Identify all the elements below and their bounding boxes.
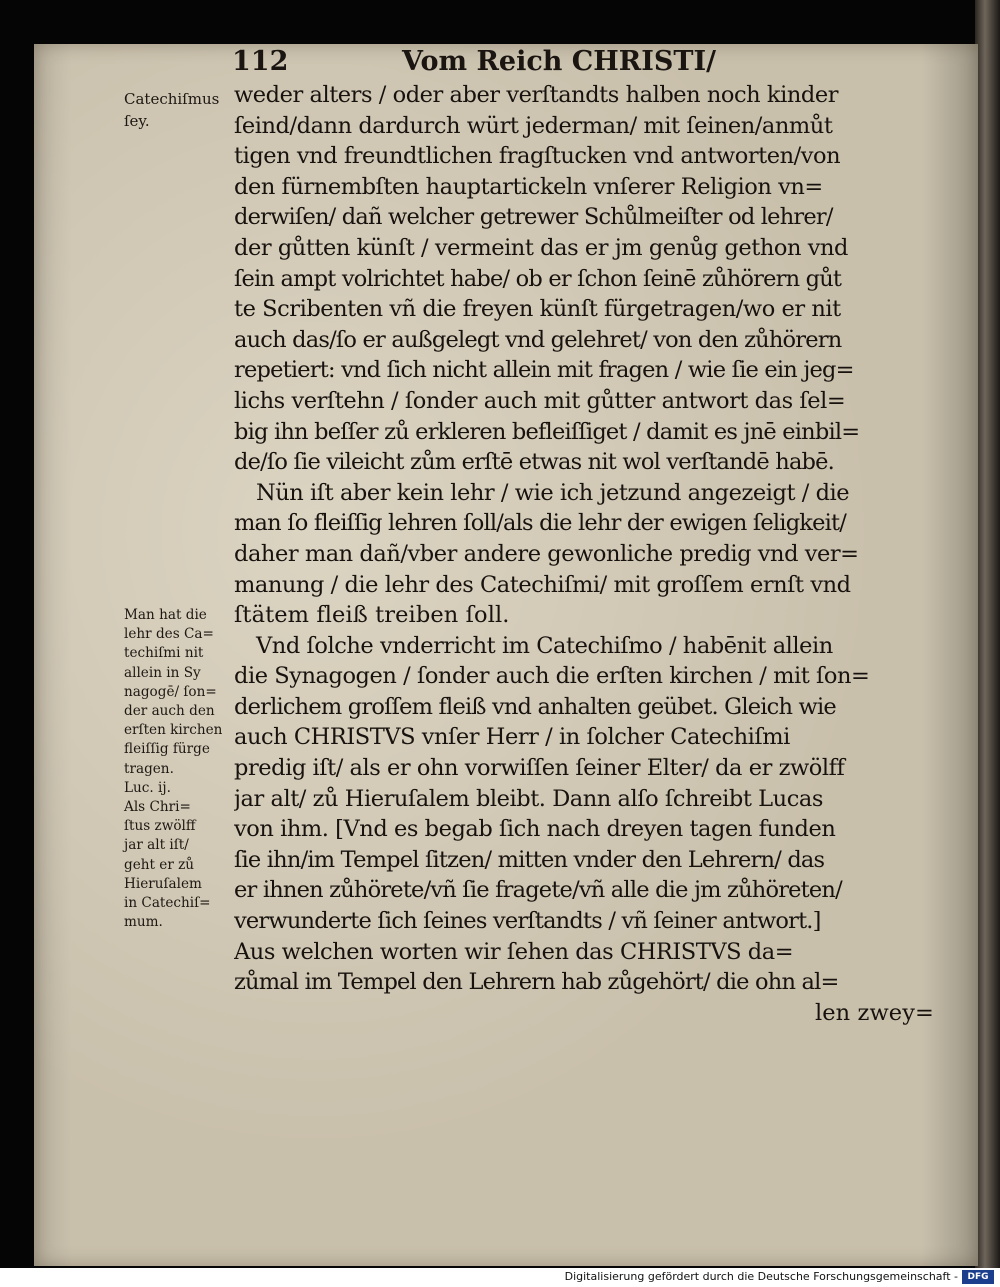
text-line: Nün iſt aber kein lehr / wie ich jetzund angezeigt / die	[256, 479, 850, 506]
marginal-line: jar alt iſt/	[124, 837, 189, 854]
marginal-line: geht er zů	[124, 856, 195, 873]
text-line: Aus welchen worten wir ſehen das CHRISTVS da=	[234, 938, 794, 965]
page-stack-edge	[975, 0, 1000, 1268]
marginal-line: ſey.	[124, 112, 150, 130]
text-line: weder alters / oder aber verſtandts halben noch kinder	[234, 82, 839, 108]
text-line: auch CHRISTVS vnſer Herr / in ſolcher Catechiſmi	[234, 724, 790, 751]
text-line: ſtätem fleiß treiben ſoll.	[234, 602, 510, 629]
text-line: man ſo fleiſſig lehren ſoll/als die lehr der ewigen ſeligkeit/	[234, 510, 847, 537]
text-line: derlichem groſſem fleiß vnd anhalten geübet. Gleich wie	[234, 693, 836, 720]
marginal-line: erſten kirchen	[124, 722, 223, 739]
text-line: daher man dañ/vber andere gewonliche predig vnd ver=	[234, 540, 859, 567]
text-line: jar alt/ zů Hieruſalem bleibt. Dann alſo ſchreibt Lucas	[234, 785, 823, 812]
marginal-line: der auch den	[124, 703, 215, 720]
marginal-line: in Catechiſ=	[124, 895, 211, 912]
marginal-note-catechismus	[124, 88, 234, 132]
page-header	[232, 46, 952, 82]
footer-bar	[0, 1268, 1000, 1287]
marginal-line: Luc. ij.	[124, 779, 171, 796]
text-line: ſie ihn/im Tempel ſitzen/ mitten vnder den Lehrern/ das	[234, 846, 825, 873]
marginal-line: Man hat die	[124, 607, 207, 623]
catchword: len zwey=	[814, 999, 934, 1026]
marginal-line: ſtus zwölff	[124, 818, 196, 835]
text-line: te Scribenten vñ die freyen künſt fürgetragen/wo er nit	[234, 296, 841, 323]
marginal-line: mum.	[124, 914, 163, 931]
text-line: verwunderte ſich ſeines verſtandts / vñ ſeiner antwort.]	[234, 908, 821, 935]
text-line: er ihnen zůhörete/vñ ſie fragete/vñ alle die jm zůhöreten/	[234, 877, 842, 904]
marginal-line: lehr des Ca=	[124, 626, 214, 643]
text-line: tigen vnd freundtlichen fragſtucken vnd antworten/von	[234, 143, 841, 170]
marginal-line: tragen.	[124, 760, 174, 777]
funding-notice: Digitalisierung gefördert durch die Deutsche Forschungsgemeinschaft -	[564, 1270, 958, 1283]
text-line: repetiert: vnd ſich nicht allein mit fragen / wie ſie ein jeg=	[234, 357, 854, 384]
text-line: Vnd ſolche vnderricht im Catechiſmo / habēnit allein	[256, 632, 833, 659]
text-line: der gůtten künſt / vermeint das er jm genůg gethon vnd	[234, 234, 848, 261]
marginal-line: Catechiſmus	[124, 90, 220, 108]
text-line: de/ſo ſie vileicht zům erſtē etwas nit wol verſtandē habē.	[234, 449, 835, 476]
page-number: 112	[232, 46, 289, 77]
text-line: predig iſt/ als er ohn vorwiſſen ſeiner Elter/ da er zwölff	[234, 755, 845, 782]
running-title: Vom Reich CHRISTI/	[402, 46, 716, 77]
text-line: ſein ampt volrichtet habe/ ob er ſchon ſeinē zůhörern gůt	[234, 265, 842, 292]
marginal-line: Als Chri=	[124, 799, 191, 816]
text-line: zůmal im Tempel den Lehrern hab zůgehört/ die ohn al=	[234, 969, 839, 996]
marginal-note-catechism-history	[124, 606, 234, 932]
marginal-line: techiſmi nit	[124, 645, 204, 662]
text-line: auch das/ſo er außgelegt vnd gelehret/ von den zůhörern	[234, 326, 842, 353]
text-line: manung / die lehr des Catechiſmi/ mit groſſem ernſt vnd	[234, 571, 851, 598]
marginal-line: allein in Sy	[124, 664, 201, 681]
body-text	[234, 80, 934, 1028]
text-line: den fürnembſten hauptartickeln vnſerer Religion vn=	[234, 173, 823, 200]
marginal-line: Hieruſalem	[124, 875, 202, 892]
text-line: ſeind/dann dardurch würt jederman/ mit ſeinen/anmůt	[234, 112, 833, 139]
text-line: lichs verſtehn / ſonder auch mit gůtter antwort das ſel=	[234, 387, 846, 414]
dfg-logo: DFG	[962, 1270, 994, 1284]
marginal-line: fleiſſig fürge	[124, 741, 210, 758]
text-line: von ihm. [Vnd es begab ſich nach dreyen tagen funden	[234, 816, 836, 843]
text-line: derwiſen/ dañ welcher getrewer Schůlmeiſter od lehrer/	[234, 204, 833, 231]
marginal-line: nagogē/ ſon=	[124, 683, 217, 700]
text-line: die Synagogen / ſonder auch die erſten kirchen / mit ſon=	[234, 663, 870, 690]
text-line: big ihn beſſer zů erkleren befleiſſiget / damit es jnē einbil=	[234, 418, 860, 445]
